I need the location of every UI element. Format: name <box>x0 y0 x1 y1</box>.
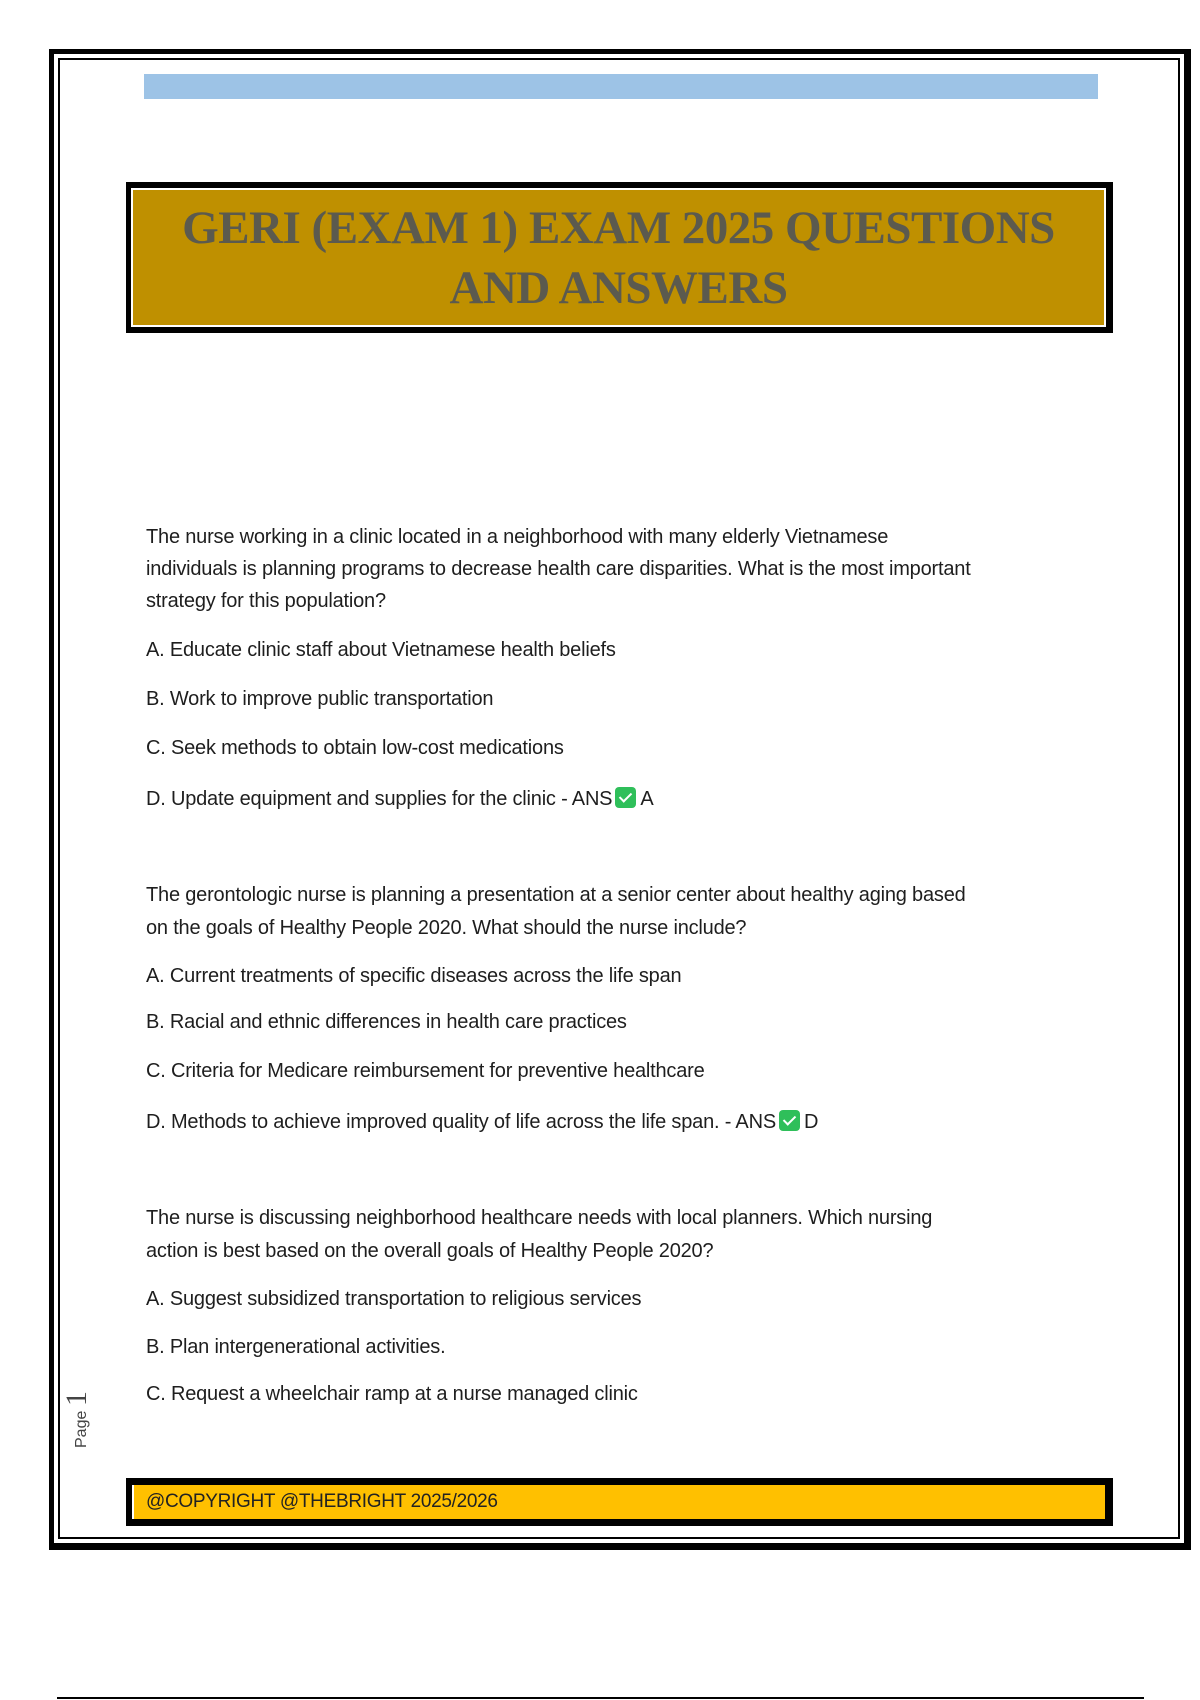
answer-letter: A <box>640 788 654 810</box>
question-1-text: The nurse working in a clinic located in a neighborhood with many elderly Vietnamese <box>146 526 889 548</box>
option-text: D. Methods to achieve improved quality of life across the life span. - ANS <box>146 1111 776 1133</box>
question-2-text: on the goals of Healthy People 2020. What should the nurse include? <box>146 917 747 939</box>
question-1-option-a: A. Educate clinic staff about Vietnamese health beliefs <box>146 639 616 661</box>
check-icon <box>615 787 636 808</box>
title-line-1: GERI (EXAM 1) EXAM 2025 QUESTIONS <box>182 201 1055 254</box>
question-2-option-a: A. Current treatments of specific diseases across the life span <box>146 965 682 987</box>
question-1-option-d <box>146 787 653 811</box>
page-word: Page <box>73 1410 90 1448</box>
title-line-2: AND ANSWERS <box>449 261 788 314</box>
document-title <box>182 198 1055 318</box>
header-bar <box>144 74 1098 99</box>
option-text: D. Update equipment and supplies for the clinic - ANS <box>146 788 613 810</box>
question-1-option-b: B. Work to improve public transportation <box>146 688 494 710</box>
title-inner <box>131 188 1106 327</box>
bottom-divider <box>57 1697 1144 1699</box>
footer-inner <box>132 1485 1105 1519</box>
title-box <box>126 182 1113 333</box>
question-2-option-b: B. Racial and ethnic differences in health care practices <box>146 1011 627 1033</box>
question-3-option-c: C. Request a wheelchair ramp at a nurse managed clinic <box>146 1383 638 1405</box>
page-number: 1 <box>60 1391 93 1407</box>
question-2-text: The gerontologic nurse is planning a presentation at a senior center about healthy aging based <box>146 884 966 906</box>
question-1-text: individuals is planning programs to decrease health care disparities. What is the most important <box>146 558 971 580</box>
check-icon <box>779 1110 800 1131</box>
question-3-option-b: B. Plan intergenerational activities. <box>146 1336 446 1358</box>
footer-box <box>126 1478 1113 1526</box>
question-3-text: action is best based on the overall goals of Healthy People 2020? <box>146 1240 714 1262</box>
copyright-text: @COPYRIGHT @THEBRIGHT 2025/2026 <box>146 1491 498 1512</box>
question-2-option-c: C. Criteria for Medicare reimbursement for preventive healthcare <box>146 1060 705 1082</box>
answer-letter: D <box>803 1111 819 1133</box>
question-2-option-d <box>146 1110 818 1134</box>
question-3-text: The nurse is discussing neighborhood healthcare needs with local planners. Which nursing <box>146 1207 933 1229</box>
question-1-text: strategy for this population? <box>146 590 386 612</box>
question-1-option-c: C. Seek methods to obtain low-cost medications <box>146 737 564 759</box>
question-3-option-a: A. Suggest subsidized transportation to religious services <box>146 1288 642 1310</box>
page-number-label <box>60 1391 94 1448</box>
